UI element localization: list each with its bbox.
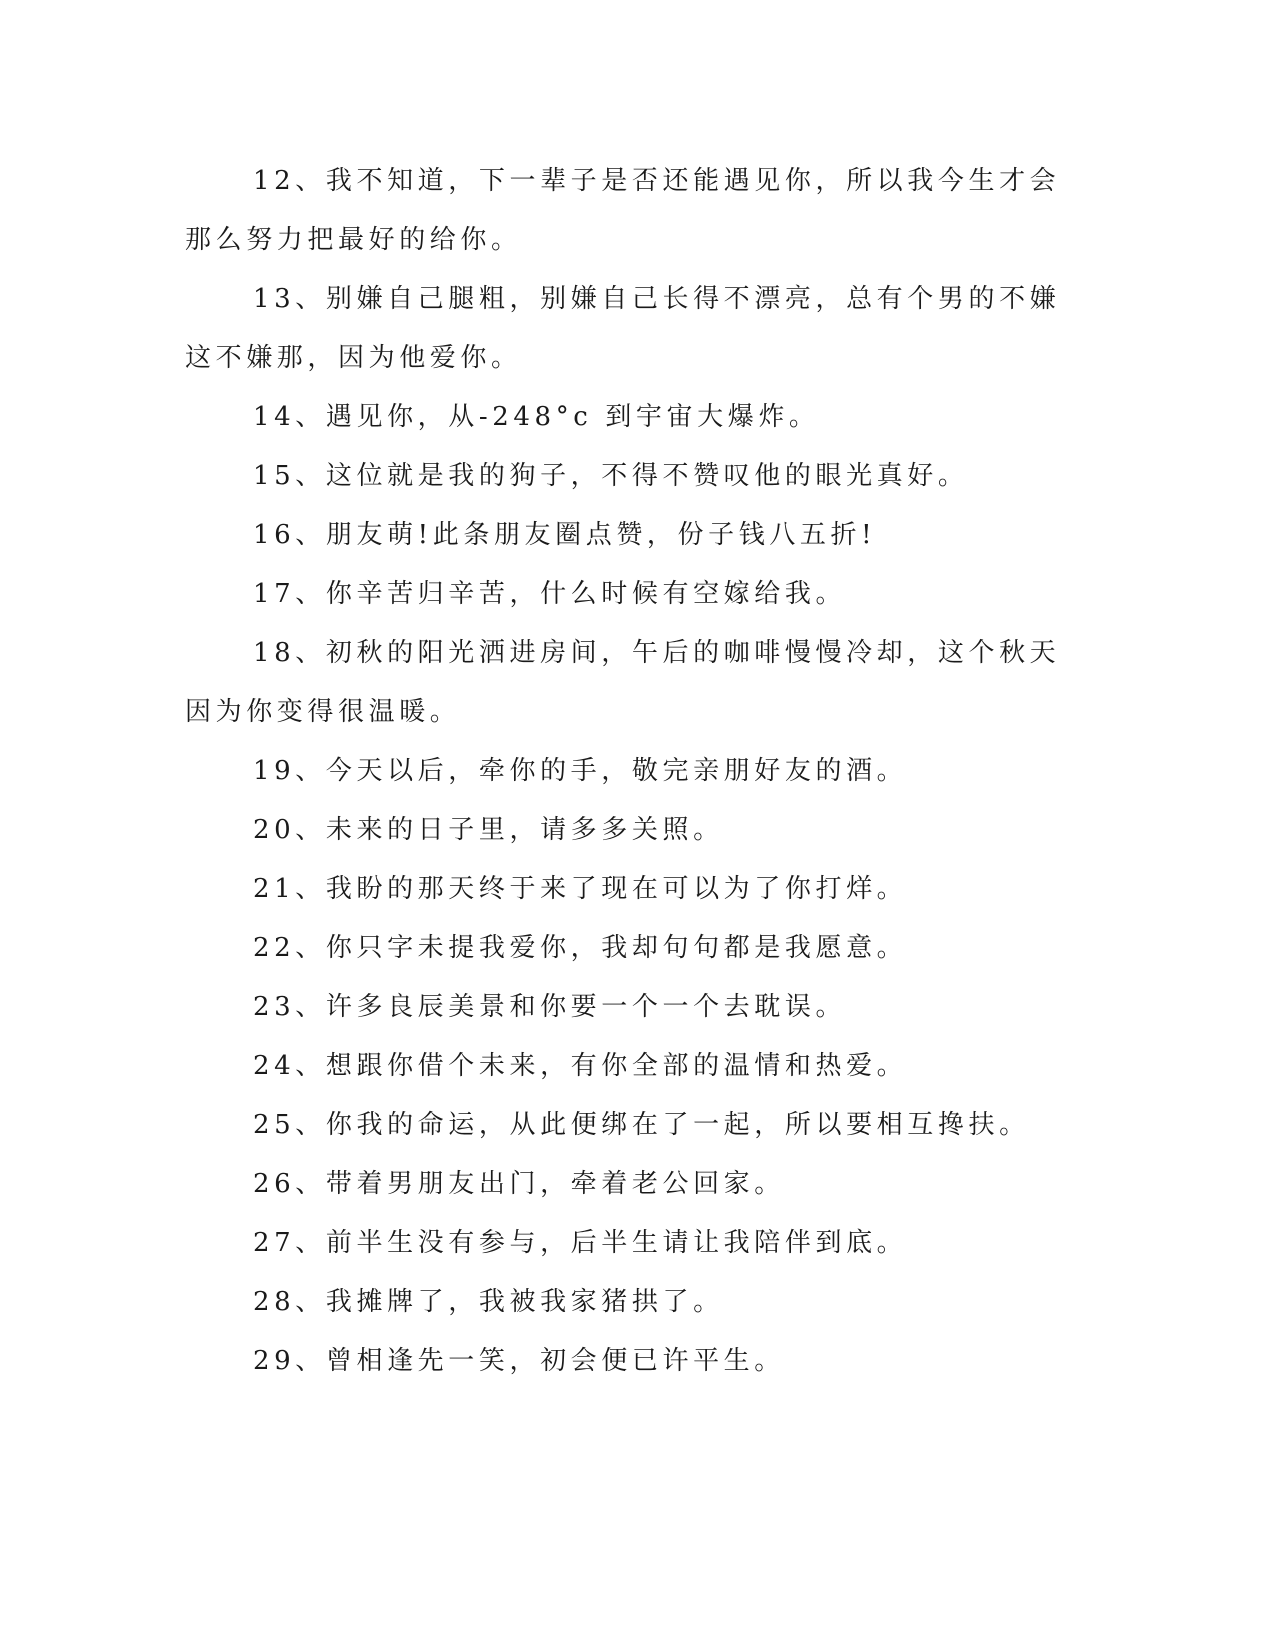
paragraph-17: 17、你辛苦归辛苦，什么时候有空嫁给我。 <box>253 579 847 609</box>
paragraph-20: 20、未来的日子里，请多多关照。 <box>253 815 724 845</box>
paragraph-16: 16、朋友萌!此条朋友圈点赞，份子钱八五折! <box>253 520 877 550</box>
paragraph-12: 12、我不知道，下一辈子是否还能遇见你，所以我今生才会那么努力把最好的给你。 <box>185 166 1061 255</box>
paragraph-25: 25、你我的命运，从此便绑在了一起，所以要相互搀扶。 <box>253 1110 1030 1140</box>
paragraph-13: 13、别嫌自己腿粗，别嫌自己长得不漂亮，总有个男的不嫌这不嫌那，因为他爱你。 <box>185 284 1061 373</box>
paragraph-29: 29、曾相逢先一笑，初会便已许平生。 <box>253 1346 785 1376</box>
paragraph-21: 21、我盼的那天终于来了现在可以为了你打烊。 <box>253 874 908 904</box>
paragraph-14: 14、遇见你，从-248°c 到宇宙大爆炸。 <box>253 402 820 432</box>
paragraph-27: 27、前半生没有参与，后半生请让我陪伴到底。 <box>253 1228 908 1258</box>
paragraph-24: 24、想跟你借个未来，有你全部的温情和热爱。 <box>253 1051 908 1081</box>
paragraph-19: 19、今天以后，牵你的手，敬完亲朋好友的酒。 <box>253 756 908 786</box>
paragraph-28: 28、我摊牌了，我被我家猪拱了。 <box>253 1287 724 1317</box>
paragraph-18: 18、初秋的阳光洒进房间，午后的咖啡慢慢冷却，这个秋天因为你变得很温暖。 <box>185 638 1061 727</box>
paragraph-26: 26、带着男朋友出门，牵着老公回家。 <box>253 1169 785 1199</box>
paragraph-22: 22、你只字未提我爱你，我却句句都是我愿意。 <box>253 933 908 963</box>
paragraph-23: 23、许多良辰美景和你要一个一个去耽误。 <box>253 992 847 1022</box>
document-body <box>185 152 1075 1391</box>
paragraph-15: 15、这位就是我的狗子，不得不赞叹他的眼光真好。 <box>253 461 969 491</box>
